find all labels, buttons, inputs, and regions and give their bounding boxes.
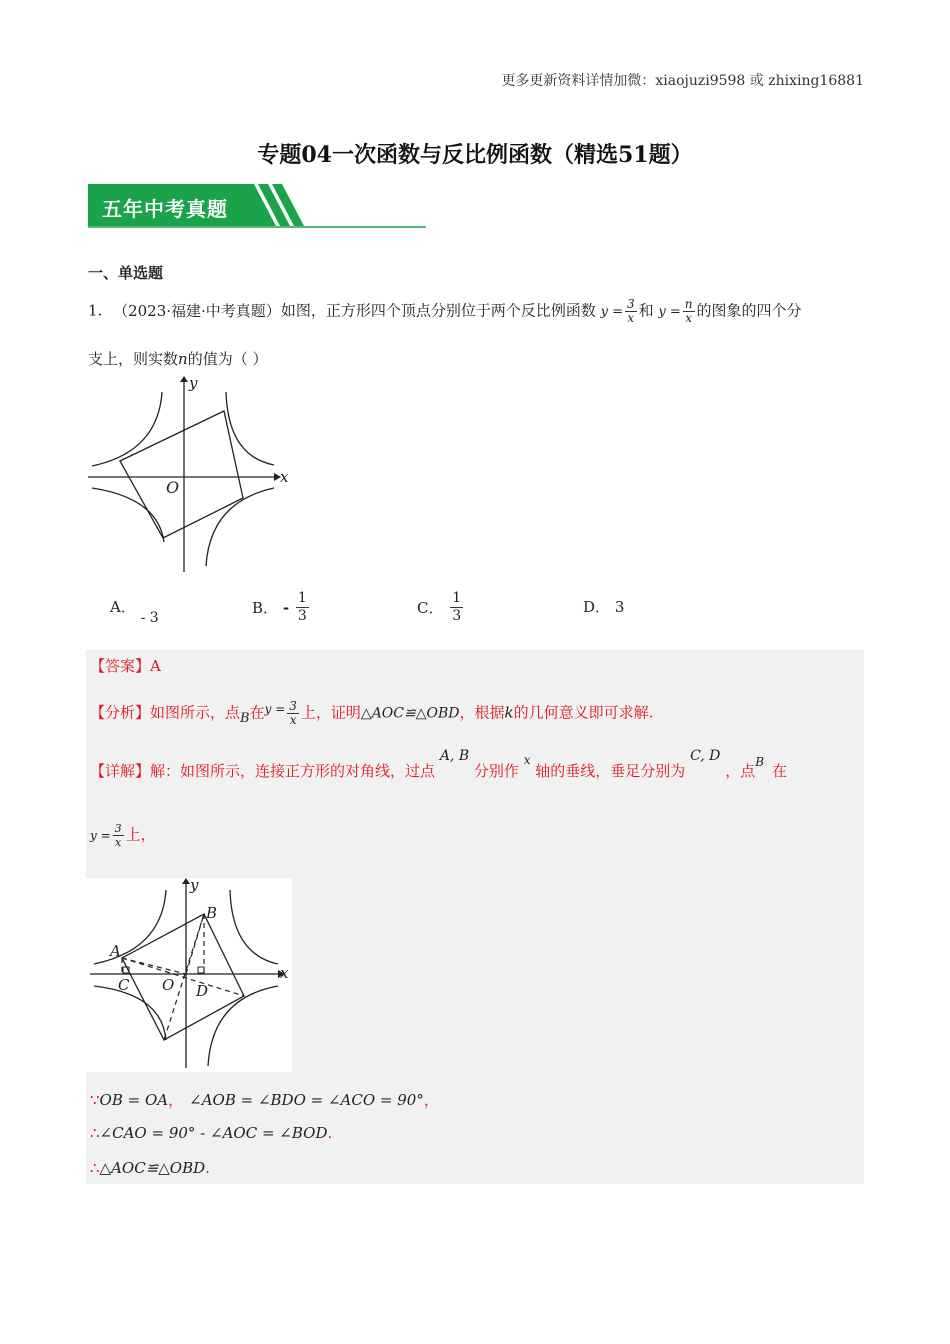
figure-1-x-label: x [280, 468, 289, 486]
figure-1-origin-label: O [166, 478, 180, 497]
point-c-label: C [118, 976, 130, 994]
option-a-value: - 3 [140, 610, 159, 626]
option-c-fraction: $\frac{1}{3}$ [452, 590, 462, 624]
function-1-lhs: y = [600, 304, 623, 320]
branch-3 [92, 488, 164, 542]
point-d-label: D [196, 982, 209, 1000]
analysis-line: 【分析】如图所示，点B在$^{y =}$ $\frac{3}{x}$ 上，证明△AOC≌△OBD，根据k的几何意义即可求解. [90, 699, 654, 727]
question-line-1: 1. （2023·福建·中考真题）如图，正方形四个顶点分别位于两个反比例函数 y = $\frac{3}{x}$ 和 y = $\frac{n}{x}$ 的图象的四个分 [88, 297, 802, 325]
square [120, 411, 243, 538]
detail-line-1: 【详解】解：如图所示，连接正方形的对角线，过点 A, B 分别作 $^x$ 轴的垂线，垂足分别为 C, D ，点$^B$ 在 [90, 748, 788, 780]
figure-2-y-label: y [190, 876, 199, 894]
option-a[interactable]: A． - 3 [110, 598, 159, 626]
function-2-lhs: y = [658, 304, 681, 320]
step-3: ∴△AOC≌△OBD. [90, 1159, 210, 1177]
header-note: 更多更新资料详情加微：xiaojuzi9598 或 zhixing16881 [501, 73, 864, 89]
question-number: 1. [88, 301, 103, 320]
section-banner [88, 184, 426, 228]
figure-2-x-label: x [280, 964, 289, 982]
point-a-label: A [110, 942, 121, 960]
figure-2-panel [86, 878, 292, 1072]
step-2: ∴∠CAO = 90° - ∠AOC = ∠BOD. [90, 1124, 333, 1142]
banner-label: 五年中考真题 [102, 197, 228, 221]
option-b[interactable]: B． - $\frac{1}{3}$ [252, 590, 307, 624]
option-c[interactable]: C． $\frac{1}{3}$ [417, 590, 462, 624]
figure-2-graph [86, 878, 292, 1072]
answer-value: A [150, 657, 161, 675]
variable-n: n [178, 350, 188, 368]
page-title: 专题04一次函数与反比例函数（精选51题） [257, 142, 693, 168]
function-2-fraction: $\frac{n}{x}$ [684, 297, 693, 325]
option-d-value: 3 [614, 598, 625, 616]
branch-2 [92, 392, 162, 466]
option-b-fraction: $\frac{1}{3}$ [297, 590, 307, 624]
answer-line: 【答案】A [90, 657, 161, 675]
question-source: （2023·福建·中考真题） [113, 301, 281, 320]
option-d[interactable]: D． 3 [583, 598, 625, 616]
section-heading: 一、单选题 [88, 264, 164, 282]
point-b-label: B [206, 904, 218, 922]
detail-line-2: y = $\frac{3}{x}$ 上， [90, 822, 156, 849]
origin-label: O [162, 976, 175, 994]
figure-1-graph [88, 376, 288, 576]
step-1: ∵OB = OA， ∠AOB = ∠BDO = ∠ACO = 90°， [90, 1091, 439, 1109]
question-text: 如图，正方形四个顶点分别位于两个反比例函数 [280, 301, 596, 320]
question-line-2: 支上，则实数n的值为（ ） [88, 350, 268, 368]
figure-1-y-label: y [189, 374, 198, 392]
function-1-fraction: $\frac{3}{x}$ [626, 297, 635, 325]
